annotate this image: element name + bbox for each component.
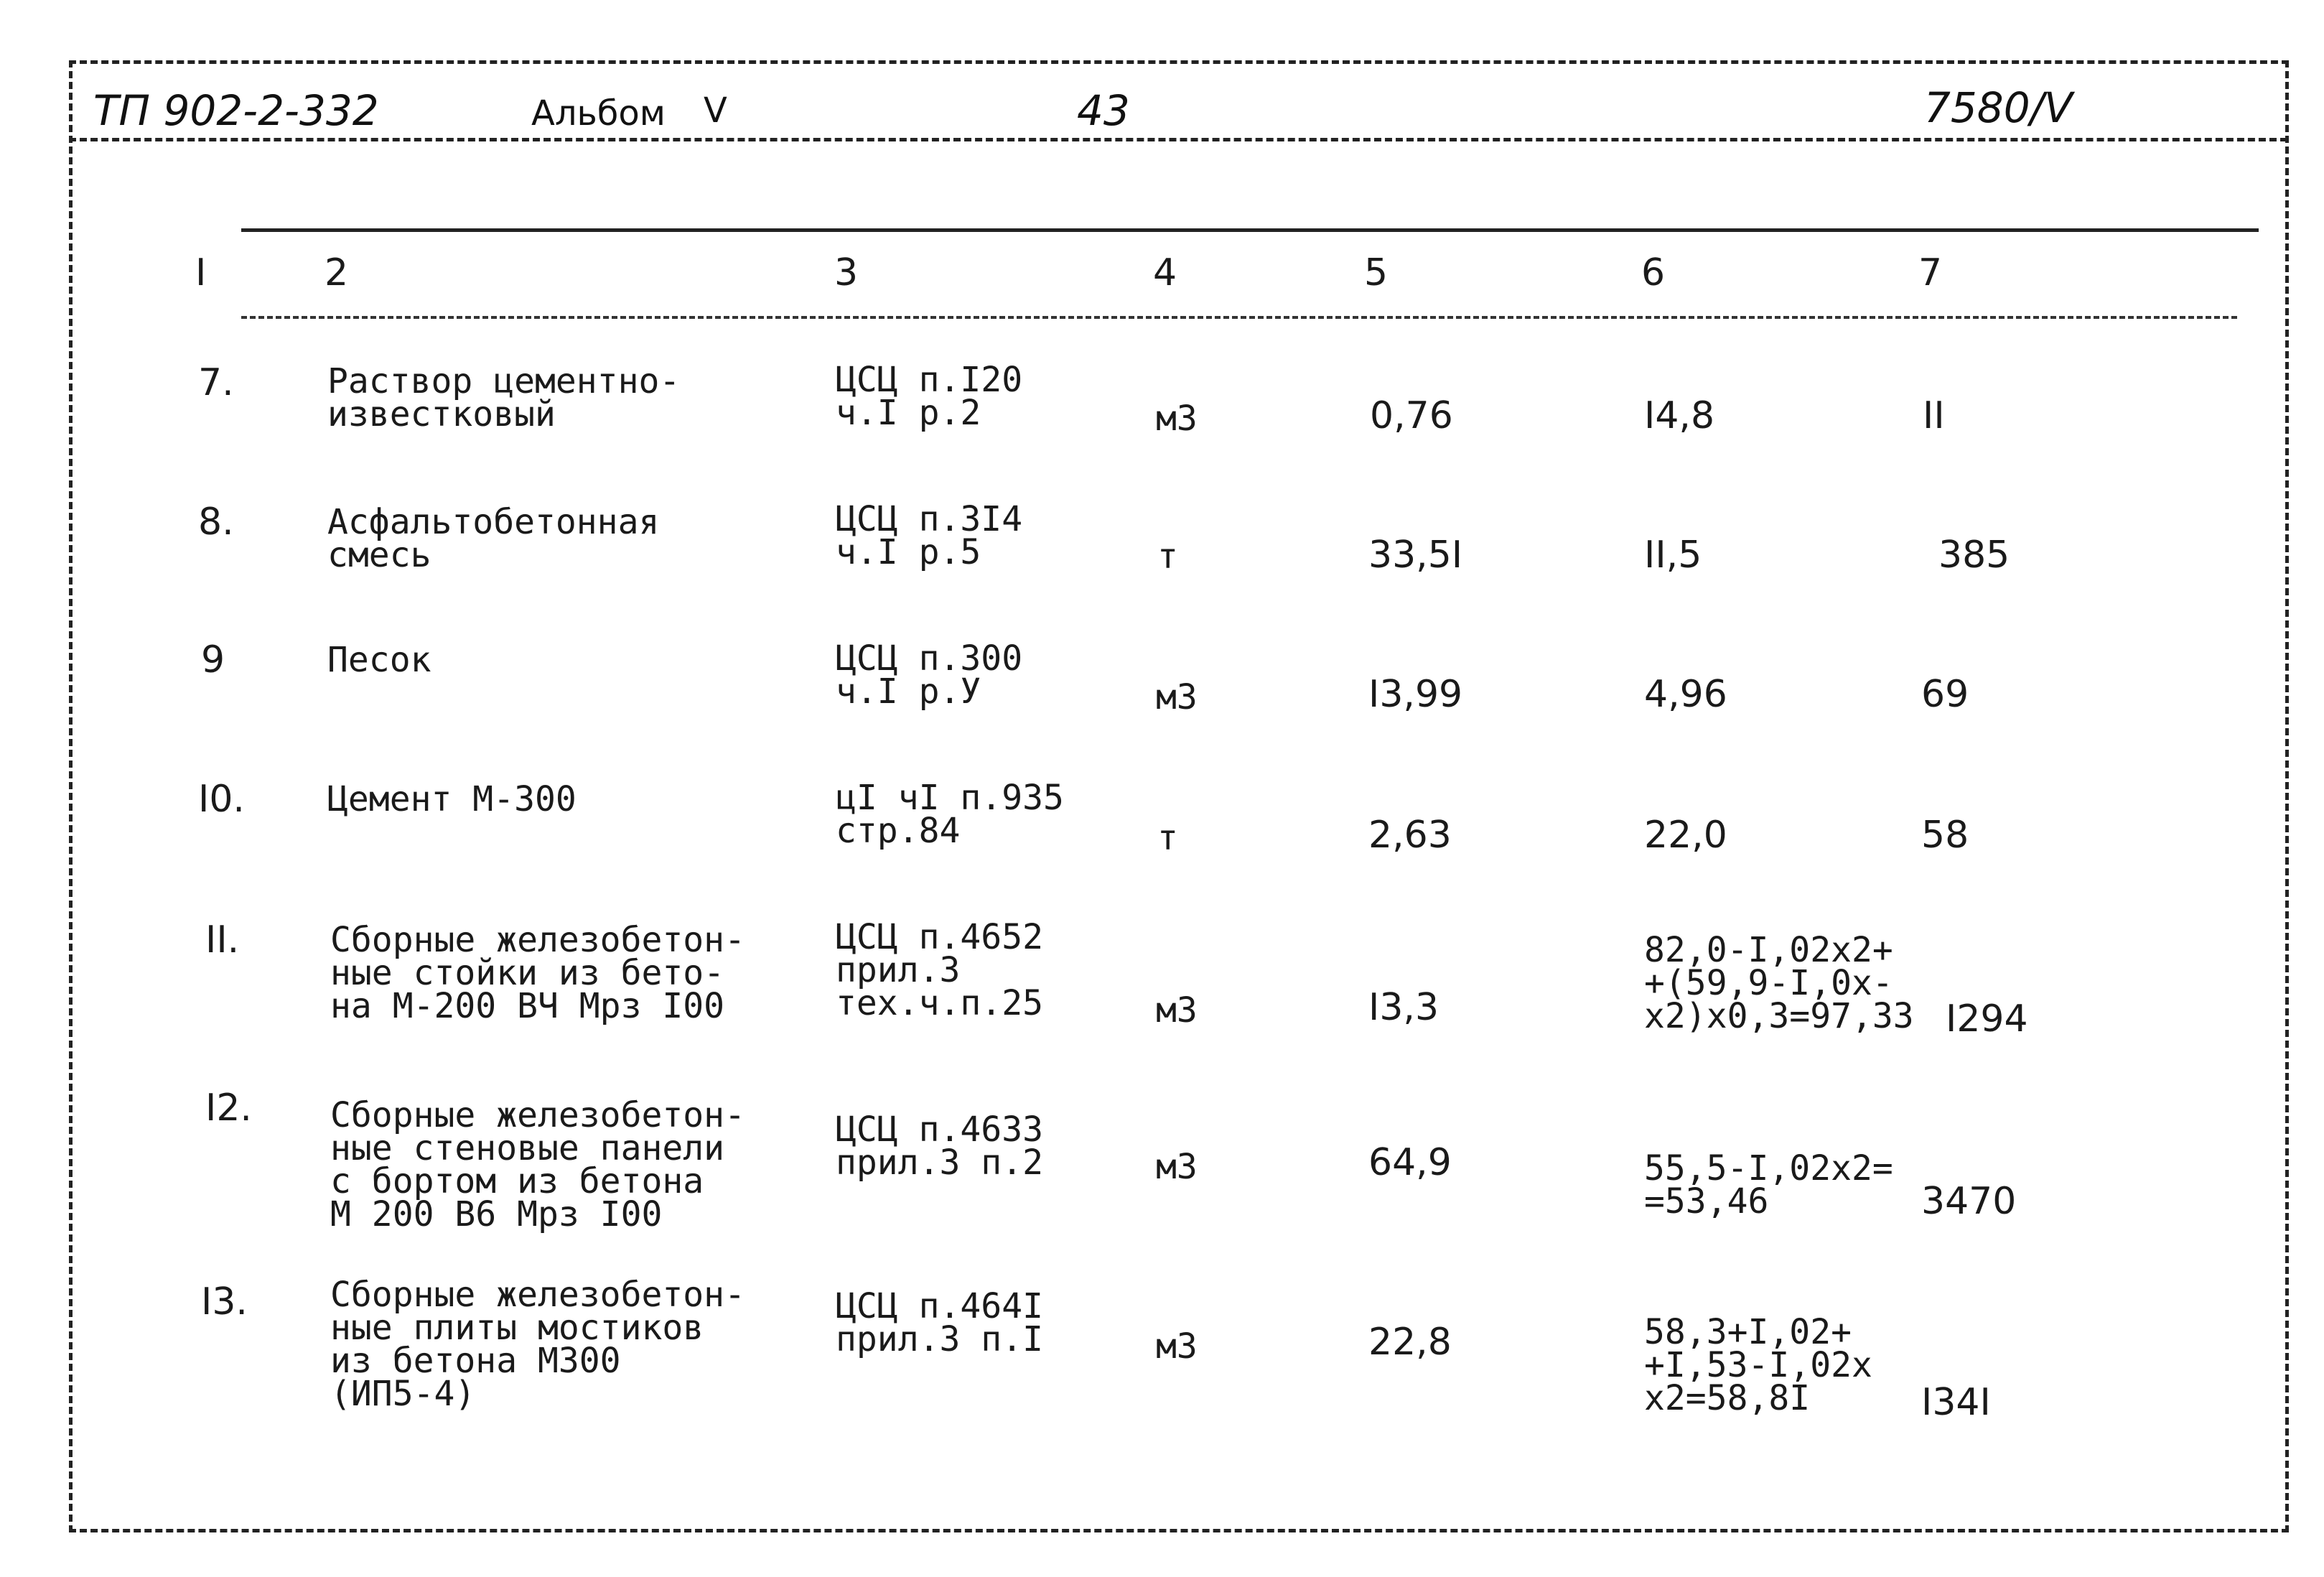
price-reference-line: ЦСЦ п.300 bbox=[836, 638, 1023, 679]
unit-price-line: 4,96 bbox=[1644, 673, 1727, 716]
row-number: 7. bbox=[198, 361, 234, 404]
unit-price-line: 82,0-I,02х2+ bbox=[1644, 930, 1893, 970]
title-block-divider bbox=[69, 138, 2287, 141]
row-number: I0. bbox=[198, 778, 245, 821]
unit-price-line: 55,5-I,02х2= bbox=[1644, 1148, 1893, 1188]
table-header-top-rule bbox=[241, 228, 2259, 232]
quantity: 2,63 bbox=[1368, 814, 1452, 857]
price-reference-line: ЦСЦ п.4652 bbox=[836, 917, 1043, 957]
total-cost: 58 bbox=[1921, 814, 1969, 857]
unit: м3 bbox=[1156, 1147, 1198, 1187]
col-header-1: I bbox=[195, 251, 207, 294]
inventory-number: 7580/V bbox=[1924, 83, 2073, 132]
unit-price-line: х2=58,8I bbox=[1644, 1378, 1811, 1418]
material-name-line: Сборные железобетон- bbox=[330, 1095, 745, 1135]
quantity: 0,76 bbox=[1370, 394, 1453, 437]
unit-price-line: 22,0 bbox=[1644, 814, 1727, 857]
col-header-4: 4 bbox=[1153, 251, 1177, 294]
col-header-6: 6 bbox=[1641, 251, 1666, 294]
total-cost: II bbox=[1923, 394, 1945, 437]
material-name-line: Песок bbox=[327, 640, 431, 680]
unit-price-line: I4,8 bbox=[1644, 394, 1715, 437]
unit: т bbox=[1157, 818, 1178, 858]
album-label: Альбом bbox=[531, 93, 666, 134]
unit: м3 bbox=[1156, 677, 1198, 717]
unit: т bbox=[1157, 536, 1178, 577]
material-name-line: Сборные железобетон- bbox=[330, 1275, 745, 1315]
material-name-line: Сборные железобетон- bbox=[330, 920, 745, 960]
col-header-5: 5 bbox=[1364, 251, 1389, 294]
material-name-line: на М-200 ВЧ Мрз I00 bbox=[330, 986, 725, 1026]
material-name-line: Асфальтобетонная bbox=[327, 502, 660, 542]
doc-code: ТП 902-2-332 bbox=[93, 86, 379, 135]
material-name-line: смесь bbox=[327, 535, 431, 575]
material-name-line: Раствор цементно- bbox=[327, 361, 681, 401]
unit-price-line: 58,3+I,02+ bbox=[1644, 1312, 1852, 1352]
price-reference-line: цI чI п.935 bbox=[836, 778, 1064, 818]
row-number: 9 bbox=[201, 638, 225, 681]
quantity: I3,3 bbox=[1368, 986, 1439, 1029]
unit-price-line: х2)х0,3=97,33 bbox=[1644, 996, 1914, 1036]
unit-price-line: +(59,9-I,0х- bbox=[1644, 963, 1893, 1003]
unit: м3 bbox=[1156, 399, 1198, 439]
price-reference-line: ч.I р.5 bbox=[836, 532, 981, 572]
material-name-line: Цемент М-300 bbox=[327, 779, 577, 819]
row-number: I2. bbox=[205, 1087, 252, 1130]
material-name-line: ные стеновые панели bbox=[330, 1128, 725, 1168]
material-name-line: известковый bbox=[327, 394, 556, 434]
price-reference-line: ЦСЦ п.I20 bbox=[836, 360, 1023, 400]
price-reference-line: ЦСЦ п.4633 bbox=[836, 1110, 1043, 1150]
row-number: I3. bbox=[201, 1280, 248, 1324]
material-name-line: М 200 В6 Мрз I00 bbox=[330, 1194, 663, 1234]
price-reference-line: прил.3 bbox=[836, 950, 961, 990]
col-header-2: 2 bbox=[325, 251, 349, 294]
table-header-bottom-rule bbox=[241, 316, 2237, 319]
col-header-7: 7 bbox=[1918, 251, 1943, 294]
material-name-line: с бортом из бетона bbox=[330, 1161, 704, 1201]
price-reference-line: ЦСЦ п.3I4 bbox=[836, 499, 1023, 539]
page-number: 43 bbox=[1077, 86, 1130, 135]
total-cost: 69 bbox=[1921, 673, 1969, 716]
row-number: II. bbox=[205, 918, 240, 962]
unit: м3 bbox=[1156, 990, 1198, 1031]
total-cost: 385 bbox=[1938, 534, 2010, 577]
col-header-3: 3 bbox=[834, 251, 859, 294]
material-name-line: ные стойки из бето- bbox=[330, 953, 725, 993]
total-cost: I294 bbox=[1946, 997, 2028, 1041]
price-reference-line: ч.I р.У bbox=[836, 671, 981, 712]
total-cost: 3470 bbox=[1921, 1180, 2017, 1223]
quantity: I3,99 bbox=[1368, 673, 1463, 716]
quantity: 22,8 bbox=[1368, 1321, 1452, 1364]
total-cost: I34I bbox=[1921, 1381, 1991, 1424]
price-reference-line: прил.3 п.I bbox=[836, 1319, 1043, 1359]
price-reference-line: прил.3 п.2 bbox=[836, 1143, 1043, 1183]
material-name-line: ные плиты мостиков bbox=[330, 1308, 704, 1348]
quantity: 64,9 bbox=[1368, 1141, 1452, 1184]
material-name-line: (ИП5-4) bbox=[330, 1374, 476, 1414]
price-reference-line: ЦСЦ п.464I bbox=[836, 1286, 1043, 1326]
price-reference-line: тех.ч.п.25 bbox=[836, 983, 1043, 1023]
price-reference-line: стр.84 bbox=[836, 811, 961, 851]
album-number: V bbox=[704, 90, 727, 131]
row-number: 8. bbox=[198, 501, 234, 544]
unit-price-line: +I,53-I,02х bbox=[1644, 1345, 1872, 1385]
unit: м3 bbox=[1156, 1326, 1198, 1367]
unit-price-line: =53,46 bbox=[1644, 1181, 1769, 1222]
price-reference-line: ч.I р.2 bbox=[836, 393, 981, 433]
material-name-line: из бетона М300 bbox=[330, 1341, 621, 1381]
unit-price-line: II,5 bbox=[1644, 534, 1702, 577]
quantity: 33,5I bbox=[1368, 534, 1463, 577]
